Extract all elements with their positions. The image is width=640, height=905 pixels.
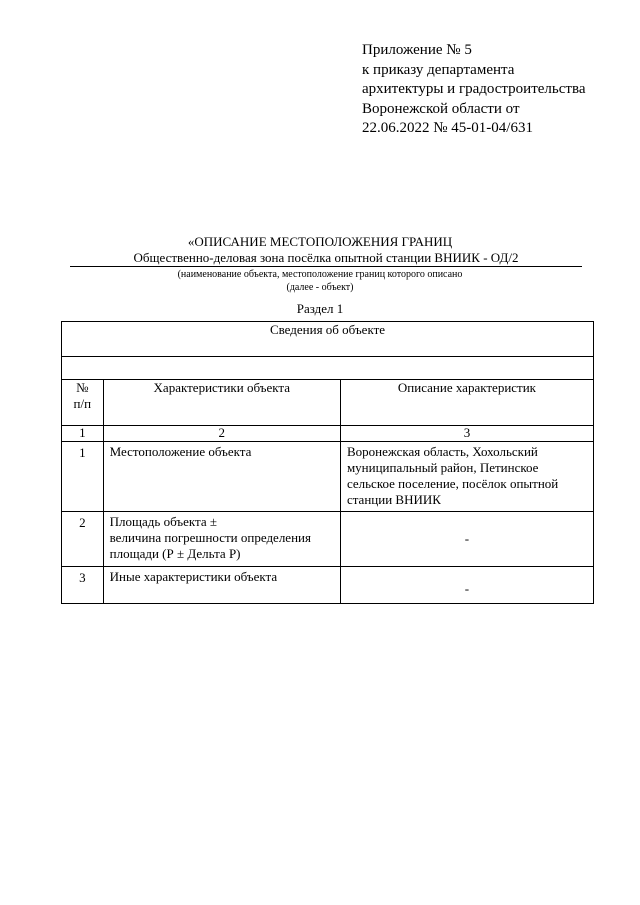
col-header-num-line1: № (76, 380, 89, 395)
col-number: 1 (62, 426, 104, 442)
row-characteristic-line1: Площадь объекта ± (109, 514, 217, 529)
object-name-note: (наименование объекта, местоположение границ которого описано (177, 269, 463, 280)
table-header: Сведения об объекте (62, 322, 594, 357)
table-row (62, 512, 594, 567)
appendix-line: архитектуры и градостроительства (362, 81, 586, 97)
appendix-line: Воронежской области от (362, 100, 520, 117)
row-num: 3 (62, 567, 104, 604)
col-number: 3 (340, 426, 593, 442)
table-empty-row (62, 357, 594, 380)
row-num: 2 (62, 512, 104, 567)
object-name-note-2: (далее - объект) (286, 282, 354, 293)
row-description: - (340, 512, 593, 567)
section-title: Раздел 1 (296, 301, 344, 316)
table-header-row (62, 322, 594, 357)
column-header-row (62, 380, 594, 426)
appendix-line: Приложение № 5 (362, 42, 472, 58)
row-characteristic-line2: величина погрешности определения площади (Р ± Дельта Р) (109, 530, 311, 561)
row-description: Воронежская область, Хохольский муниципальный район, Петинское сельское поселение, посёлок опытной станции ВНИИК (340, 442, 593, 512)
appendix-line: к приказу департамента (362, 61, 515, 78)
object-name: Общественно-деловая зона посёлка опытной станции ВНИИК - ОД/2 (70, 251, 582, 267)
row-num: 1 (62, 442, 104, 512)
row-description: - (340, 567, 593, 604)
table-row (62, 442, 594, 512)
col-header-characteristic: Характеристики объекта (103, 380, 340, 426)
row-characteristic: Местоположение объекта (103, 442, 340, 512)
row-characteristic: Иные характеристики объекта (103, 567, 340, 604)
column-number-row (62, 426, 594, 442)
col-number: 2 (103, 426, 340, 442)
table-empty-cell (62, 357, 594, 380)
appendix-line: 22.06.2022 № 45-01-04/631 (362, 120, 533, 136)
col-header-description: Описание характеристик (340, 380, 593, 426)
document-title: «ОПИСАНИЕ МЕСТОПОЛОЖЕНИЯ ГРАНИЦ (187, 234, 453, 249)
col-header-num (62, 380, 104, 426)
appendix-block (362, 41, 585, 139)
row-characteristic (103, 512, 340, 567)
col-header-num-line2: п/п (73, 396, 92, 411)
object-info-table (61, 321, 594, 604)
table-row (62, 567, 594, 604)
